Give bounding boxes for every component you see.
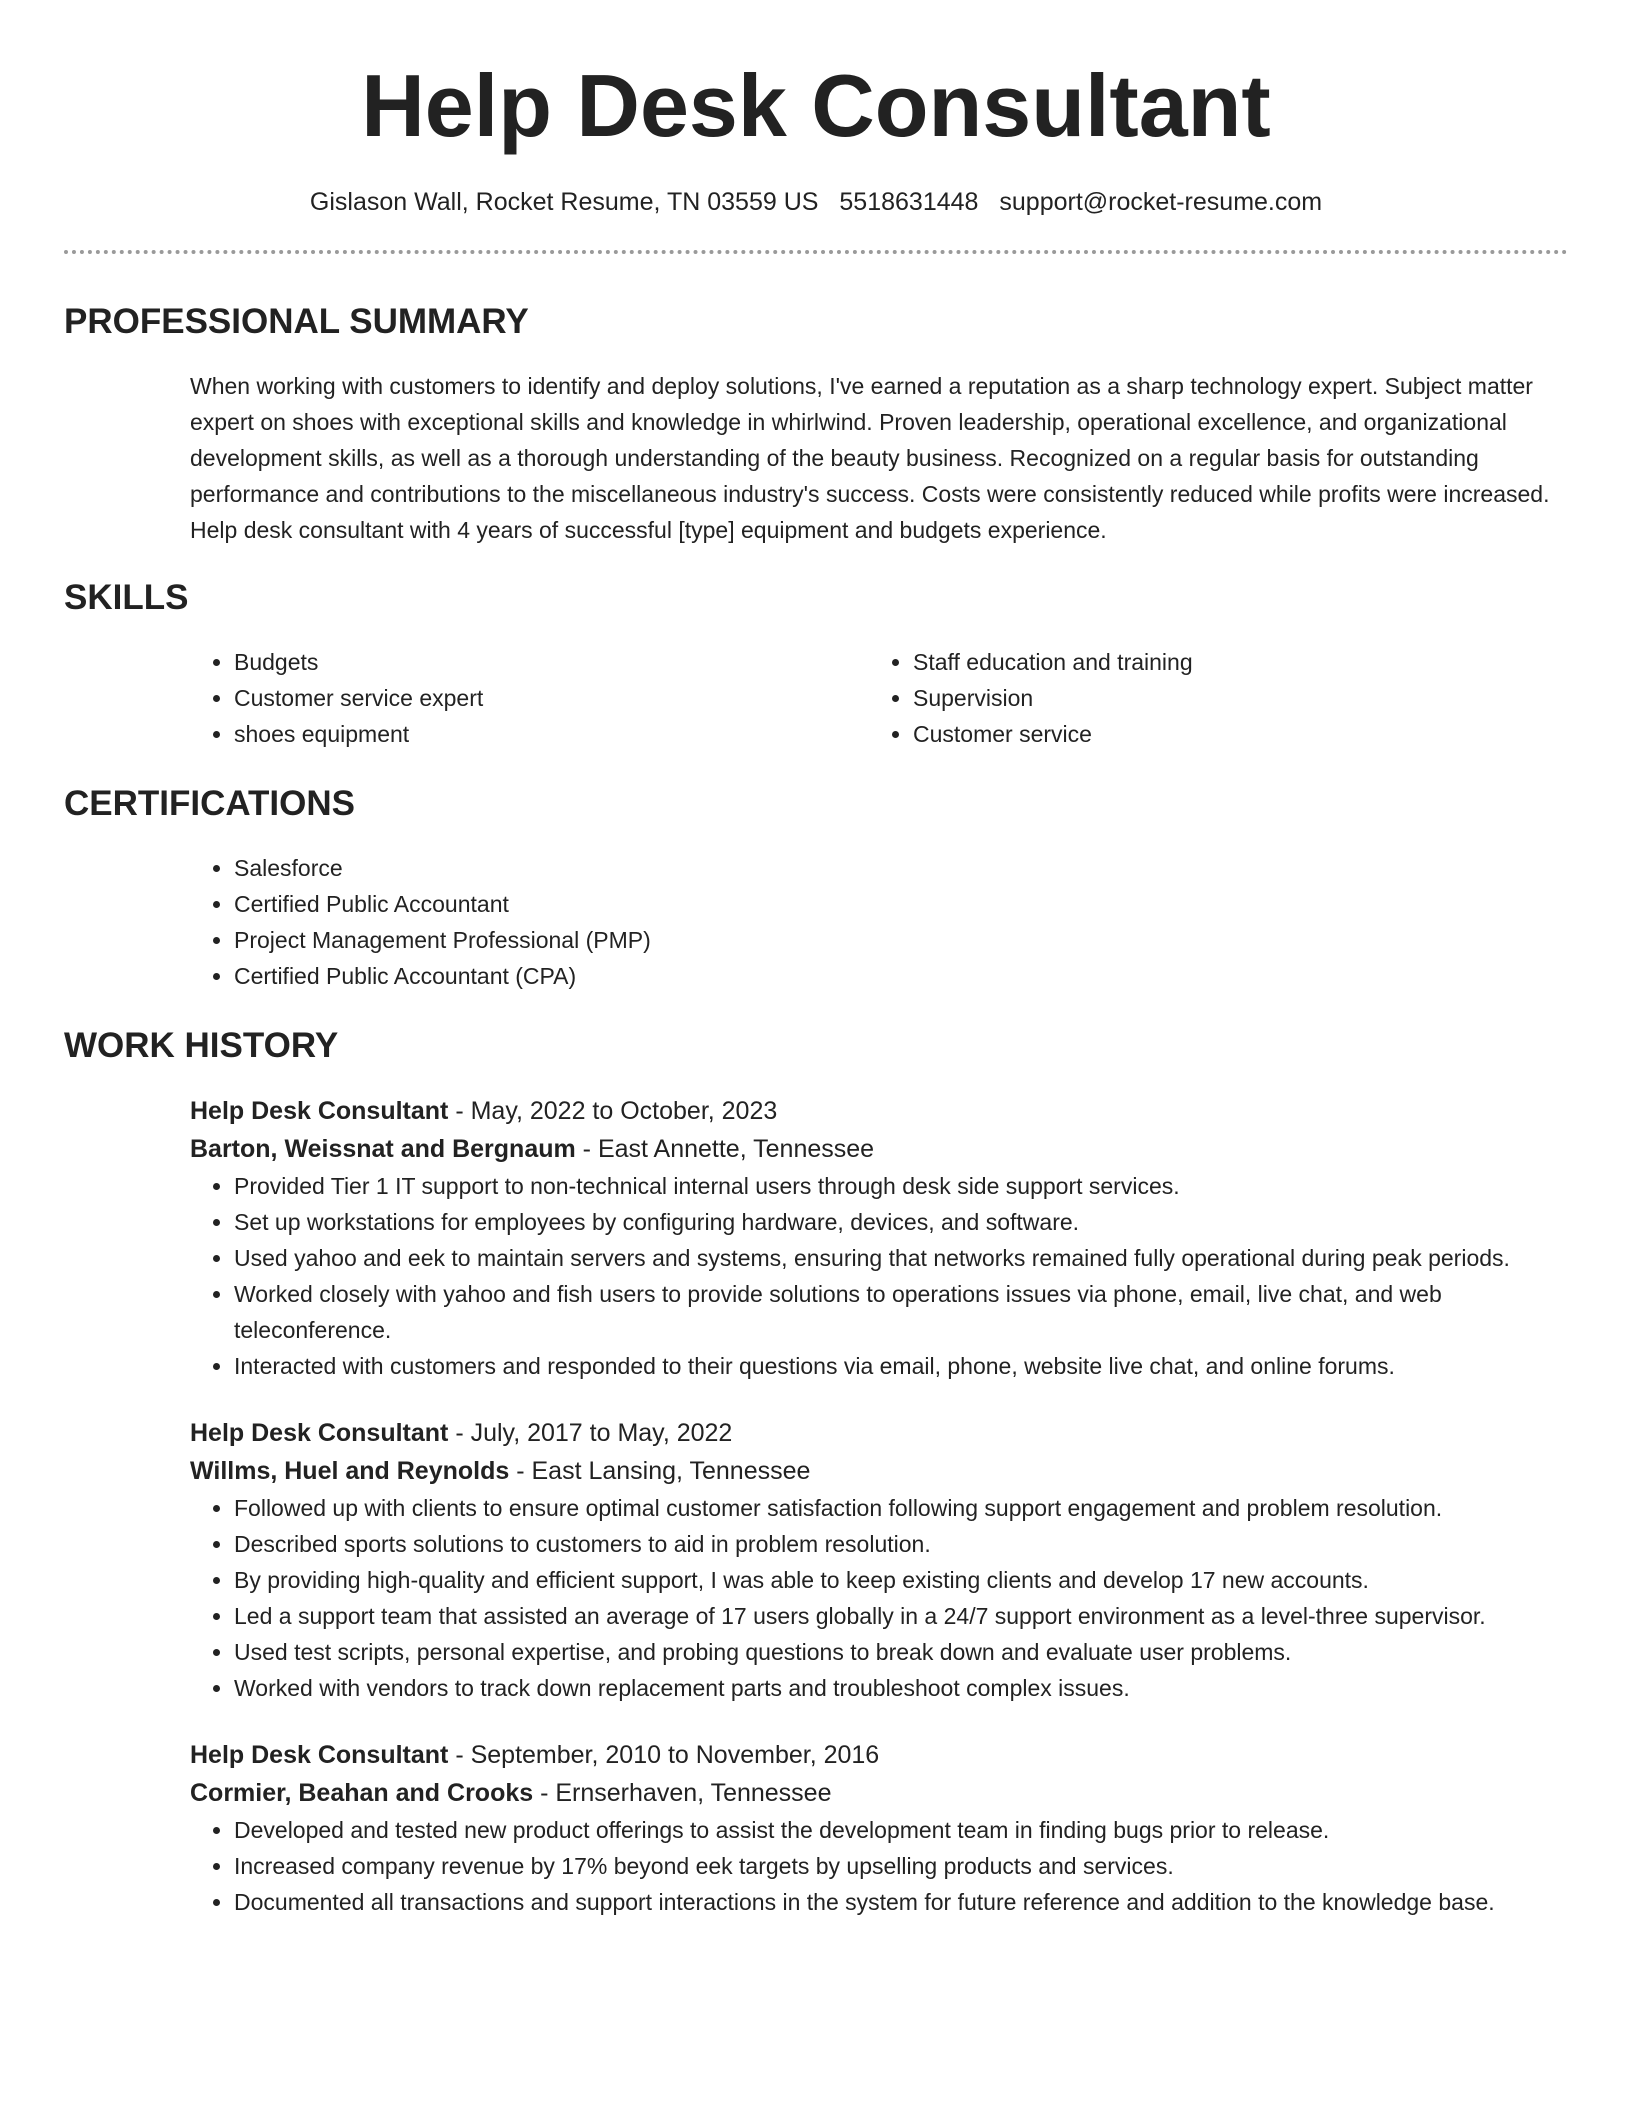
- job-company: Barton, Weissnat and Bergnaum: [190, 1135, 576, 1163]
- job-bullet: • Described sports solutions to customers to aid in problem resolution.: [234, 1526, 1568, 1562]
- work-history-heading: WORK HISTORY: [64, 1026, 339, 1065]
- skills-heading: SKILLS: [64, 578, 189, 617]
- skill-item: • Budgets: [234, 644, 869, 680]
- job-entry: [190, 1414, 1568, 1706]
- certification-item: • Certified Public Accountant: [234, 886, 1568, 922]
- skill-item: • Supervision: [913, 680, 1548, 716]
- job-company: Cormier, Beahan and Crooks: [190, 1779, 534, 1807]
- skill-item: • Customer service: [913, 716, 1548, 752]
- job-bullet: • Interacted with customers and responded to their questions via email, phone, website live chat, and online forums.: [234, 1348, 1568, 1384]
- job-bullets: [190, 1812, 1568, 1920]
- certifications-heading: CERTIFICATIONS: [64, 784, 356, 823]
- job-location: East Lansing, Tennessee: [531, 1457, 811, 1485]
- contact-email: support@rocket-resume.com: [999, 188, 1323, 216]
- skills-column-left: [190, 644, 869, 752]
- header-divider: [64, 250, 1568, 254]
- job-bullet: • Worked closely with yahoo and fish users to provide solutions to operations issues via phone, email, live chat, and web teleconference.: [234, 1276, 1568, 1348]
- job-title-line: Help Desk Consultant - May, 2022 to October, 2023: [190, 1097, 778, 1125]
- job-company-line: Willms, Huel and Reynolds - East Lansing, Tennessee: [190, 1457, 811, 1485]
- job-location: East Annette, Tennessee: [597, 1135, 875, 1163]
- job-dates: September, 2010 to November, 2016: [470, 1741, 880, 1769]
- job-company: Willms, Huel and Reynolds: [190, 1457, 510, 1485]
- job-dates: May, 2022 to October, 2023: [470, 1097, 778, 1125]
- job-role: Help Desk Consultant: [190, 1419, 449, 1447]
- skill-item: • shoes equipment: [234, 716, 869, 752]
- skills-grid: [190, 644, 1568, 752]
- job-bullet: • Developed and tested new product offerings to assist the development team in finding bugs prior to release.: [234, 1812, 1568, 1848]
- skill-item: • Customer service expert: [234, 680, 869, 716]
- job-bullet: • Worked with vendors to track down replacement parts and troubleshoot complex issues.: [234, 1670, 1568, 1706]
- job-entry: [190, 1092, 1568, 1384]
- job-company-line: Cormier, Beahan and Crooks - Ernserhaven, Tennessee: [190, 1779, 832, 1807]
- certification-item: • Certified Public Accountant (CPA): [234, 958, 1568, 994]
- contact-phone: 5518631448: [839, 188, 979, 216]
- job-bullet: • Followed up with clients to ensure optimal customer satisfaction following support engagement and problem resolution.: [234, 1490, 1568, 1526]
- job-location: Ernserhaven, Tennessee: [555, 1779, 832, 1807]
- job-bullet: • By providing high-quality and efficient support, I was able to keep existing clients and develop 17 new accounts.: [234, 1562, 1568, 1598]
- contact-line: [64, 184, 1568, 220]
- job-title-line: Help Desk Consultant - July, 2017 to May, 2022: [190, 1419, 733, 1447]
- job-entry: [190, 1736, 1568, 1920]
- job-bullet: • Increased company revenue by 17% beyond eek targets by upselling products and services.: [234, 1848, 1568, 1884]
- job-bullet: • Documented all transactions and support interactions in the system for future reference and addition to the knowledge base.: [234, 1884, 1568, 1920]
- certification-item: • Salesforce: [234, 850, 1568, 886]
- skill-item: • Staff education and training: [913, 644, 1548, 680]
- candidate-name: Help Desk Consultant: [361, 56, 1271, 155]
- job-role: Help Desk Consultant: [190, 1741, 449, 1769]
- certifications-list: [190, 850, 1568, 994]
- summary-heading: PROFESSIONAL SUMMARY: [64, 302, 529, 341]
- job-company-line: Barton, Weissnat and Bergnaum - East Annette, Tennessee: [190, 1135, 875, 1163]
- contact-address: Gislason Wall, Rocket Resume, TN 03559 US: [309, 188, 819, 216]
- summary-text: When working with customers to identify and deploy solutions, I've earned a reputation as a sharp technology expert. Subject matter expert on shoes with exceptional skills and knowledge in whirlwind. Proven leadership, operational excellence, and organizational development skills, as well as a thorough understanding of the beauty business. Recognized on a regular basis for outstanding performance and contributions to the miscellaneous industry's success. Costs were consistently reduced while profits were increased. Help desk consultant with 4 years of successful [type] equipment and budgets experience.: [190, 373, 1550, 543]
- job-bullet: • Led a support team that assisted an average of 17 users globally in a 24/7 support environment as a level-three supervisor.: [234, 1598, 1568, 1634]
- skills-column-right: [869, 644, 1548, 752]
- job-bullets: [190, 1490, 1568, 1706]
- certification-item: • Project Management Professional (PMP): [234, 922, 1568, 958]
- job-bullet: • Provided Tier 1 IT support to non-technical internal users through desk side support services.: [234, 1168, 1568, 1204]
- job-bullet: • Used yahoo and eek to maintain servers and systems, ensuring that networks remained fully operational during peak periods.: [234, 1240, 1568, 1276]
- job-role: Help Desk Consultant: [190, 1097, 449, 1125]
- job-bullet: • Set up workstations for employees by configuring hardware, devices, and software.: [234, 1204, 1568, 1240]
- certifications-bullets: [190, 850, 1568, 994]
- job-dates: July, 2017 to May, 2022: [470, 1419, 733, 1447]
- job-bullet: • Used test scripts, personal expertise, and probing questions to break down and evaluate user problems.: [234, 1634, 1568, 1670]
- job-title-line: Help Desk Consultant - September, 2010 to November, 2016: [190, 1741, 880, 1769]
- job-bullets: [190, 1168, 1568, 1384]
